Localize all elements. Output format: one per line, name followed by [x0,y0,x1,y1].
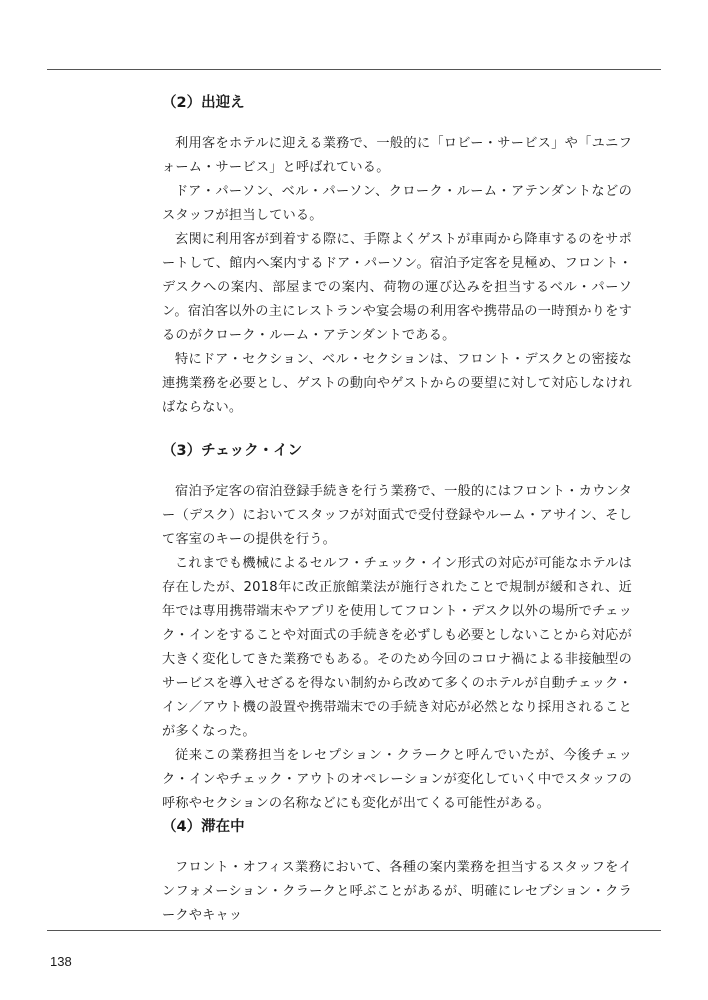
paragraph: これまでも機械によるセルフ・チェック・イン形式の対応が可能なホテルは存在したが、2018年に改正旅館業法が施行されたことで規制が緩和され、近年では専用携帯端末やアプリを使用してフロント・デスク以外の場所でチェック・インをすることや対面式の手続きを必ずしも必要としないことから対応が大きく変化してきた業務でもある。そのため今回のコロナ禍による非接触型のサービスを導入せざるを得ない制約から改めて多くのホテルが自動チェック・イン／アウト機の設置や携帯端末での手続き対応が必然となり採用されることが多くなった。 [162,556,632,739]
section-body-4 [162,856,632,928]
section-heading-3: （3）チェック・イン [162,443,303,459]
section-body-2 [162,132,632,420]
paragraph: ドア・パーソン、ベル・パーソン、クローク・ルーム・アテンダントなどのスタッフが担当している。 [162,184,632,223]
paragraph: 宿泊予定客の宿泊登録手続きを行う業務で、一般的にはフロント・カウンター（デスク）においてスタッフが対面式で受付登録やルーム・アサイン、そして客室のキーの提供を行う。 [162,484,632,547]
paragraph: 特にドア・セクション、ベル・セクションは、フロント・デスクとの密接な連携業務を必要とし、ゲストの動向やゲストからの要望に対して対応しなければならない。 [162,352,632,415]
section-body-3 [162,480,632,816]
paragraph: 利用客をホテルに迎える業務で、一般的に「ロビー・サービス」や「ユニフォーム・サービス」と呼ばれている。 [162,136,632,175]
page-number: 138 [50,954,72,969]
footer-rule [47,930,661,931]
section-heading-4: （4）滞在中 [162,819,245,835]
section-heading-2: （2）出迎え [162,95,245,111]
header-rule [47,69,661,70]
paragraph: 玄関に利用客が到着する際に、手際よくゲストが車両から降車するのをサポートして、館内へ案内するドア・パーソン。宿泊予定客を見極め、フロント・デスクへの案内、部屋までの案内、荷物の運び込みを担当するベル・パーソン。宿泊客以外の主にレストランや宴会場の利用客や携帯品の一時預かりをするのがクローク・ルーム・アテンダントである。 [162,232,632,343]
paragraph: フロント・オフィス業務において、各種の案内業務を担当するスタッフをインフォメーション・クラークと呼ぶことがあるが、明確にレセプション・クラークやキャッ [162,860,632,923]
paragraph: 従来この業務担当をレセプション・クラークと呼んでいたが、今後チェック・インやチェック・アウトのオペレーションが変化していく中でスタッフの呼称やセクションの名称などにも変化が出てくる可能性がある。 [162,748,632,811]
